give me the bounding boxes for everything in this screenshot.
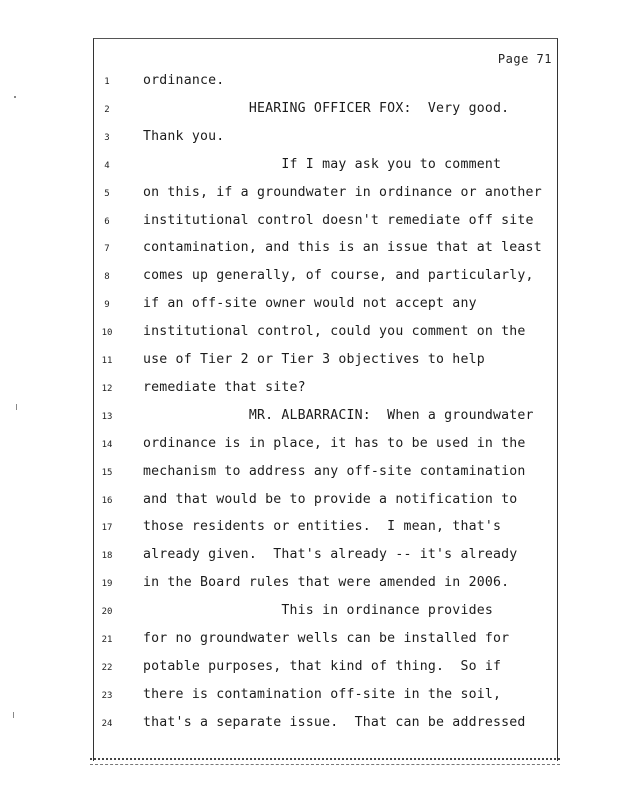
- line-text: remediate that site?: [143, 379, 306, 395]
- line-text: MR. ALBARRACIN: When a groundwater: [143, 407, 534, 423]
- scan-speck: [13, 712, 14, 718]
- line-number: 9: [104, 300, 110, 311]
- transcript-line: [0, 268, 618, 288]
- transcript-line: [0, 157, 618, 177]
- transcript-line: [0, 603, 618, 623]
- line-text: on this, if a groundwater in ordinance or another: [143, 184, 542, 200]
- line-text: already given. That's already -- it's already: [143, 547, 518, 563]
- transcript-line: [0, 659, 618, 679]
- transcript-line: [0, 492, 618, 512]
- line-text: if an off-site owner would not accept any: [143, 296, 477, 312]
- line-text: for no groundwater wells can be installed for: [143, 631, 510, 646]
- scan-speck: [16, 404, 17, 410]
- line-number: 13: [101, 411, 113, 422]
- line-text: institutional control, could you comment on the: [143, 324, 526, 340]
- line-text: that's a separate issue. That can be addressed: [143, 714, 526, 730]
- line-number: 24: [101, 718, 113, 729]
- transcript-line: [0, 73, 618, 93]
- line-text: use of Tier 2 or Tier 3 objectives to help: [143, 352, 485, 367]
- transcript-line: [0, 101, 618, 121]
- transcript-line: [0, 185, 618, 205]
- page-number: Page 71: [497, 52, 552, 66]
- line-text: mechanism to address any off-site contamination: [143, 463, 526, 479]
- line-number: 2: [104, 104, 110, 115]
- transcript-line: [0, 408, 618, 428]
- line-text: contamination, and this is an issue that at least: [143, 240, 542, 256]
- line-number: 5: [104, 188, 110, 199]
- line-number: 10: [101, 328, 113, 339]
- line-text: there is contamination off-site in the soil,: [143, 686, 502, 702]
- line-text: If I may ask you to comment: [143, 156, 502, 172]
- line-text: and that would be to provide a notification to: [143, 491, 518, 507]
- page-bottom-border: [90, 758, 560, 765]
- transcript-line: [0, 547, 618, 567]
- transcript-line: [0, 380, 618, 400]
- line-text: Thank you.: [143, 128, 225, 144]
- transcript-line: [0, 352, 618, 372]
- line-number: 15: [101, 467, 113, 478]
- line-number: 17: [101, 523, 113, 534]
- line-number: 14: [101, 439, 113, 450]
- line-text: comes up generally, of course, and particularly,: [143, 268, 534, 284]
- line-number: 19: [101, 579, 113, 590]
- line-text: potable purposes, that kind of thing. So if: [143, 658, 502, 674]
- transcript-line: [0, 129, 618, 149]
- line-text: institutional control doesn't remediate off site: [143, 212, 534, 228]
- transcript-line: [0, 296, 618, 316]
- transcript-line: [0, 687, 618, 707]
- transcript-line: [0, 240, 618, 260]
- line-number: 1: [104, 77, 110, 87]
- transcript-line: [0, 464, 618, 484]
- line-text: ordinance.: [143, 73, 225, 88]
- line-number: 8: [104, 272, 110, 283]
- line-text: HEARING OFFICER FOX: Very good.: [143, 100, 510, 116]
- line-number: 16: [101, 495, 113, 506]
- line-number: 12: [101, 383, 113, 394]
- transcript-line: [0, 631, 618, 651]
- line-number: 18: [101, 551, 113, 562]
- transcript-line: [0, 213, 618, 233]
- transcript-line: [0, 715, 618, 735]
- line-text: ordinance is in place, it has to be used in the: [143, 435, 526, 451]
- line-number: 4: [104, 160, 110, 171]
- transcript-line: [0, 324, 618, 344]
- line-number: 6: [104, 216, 110, 227]
- line-number: 11: [101, 356, 113, 366]
- transcript-line: [0, 575, 618, 595]
- transcript-line: [0, 519, 618, 539]
- line-number: 7: [104, 244, 110, 255]
- line-text: in the Board rules that were amended in 2006.: [143, 575, 510, 591]
- line-number: 22: [101, 662, 113, 673]
- scan-speck: [14, 96, 16, 98]
- line-number: 20: [101, 607, 113, 618]
- line-number: 3: [104, 132, 110, 143]
- line-number: 21: [101, 635, 113, 645]
- line-number: 23: [101, 690, 113, 701]
- line-text: This in ordinance provides: [143, 603, 494, 619]
- transcript-line: [0, 436, 618, 456]
- line-text: those residents or entities. I mean, that's: [143, 519, 502, 535]
